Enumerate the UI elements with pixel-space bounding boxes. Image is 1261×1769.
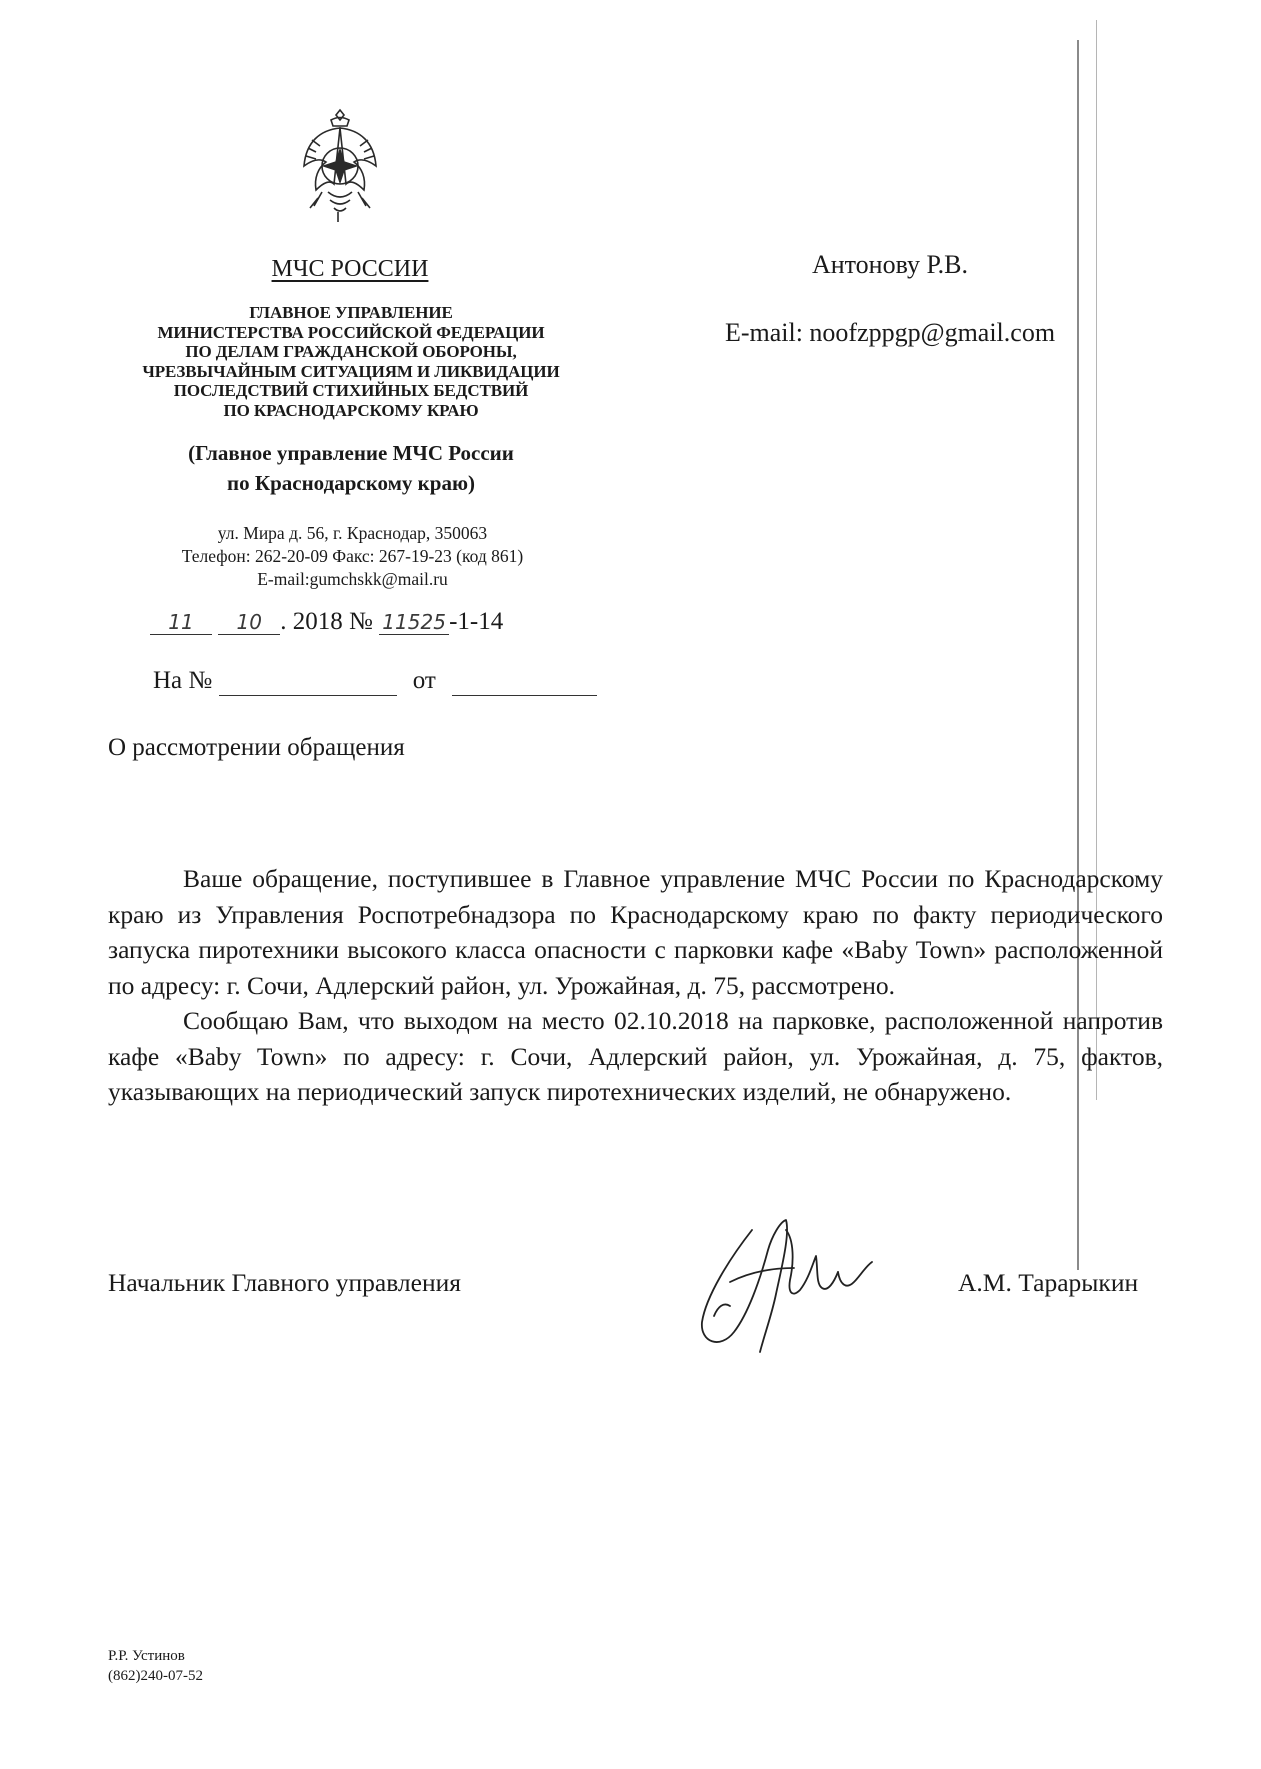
ref-from-label: от bbox=[412, 667, 436, 694]
org-full-line: ПО КРАСНОДАРСКОМУ КРАЮ bbox=[223, 400, 479, 420]
body-paragraph: Сообщаю Вам, что выходом на место 02.10.2018 на парковке, расположенной напротив кафе «Baby Town» по адресу: г. Сочи, Адлерский район, ул. Урожайная, д. 75, фактов, указывающих на периодический запуск пиротехнических изделий, не обнаружено. bbox=[108, 1006, 1163, 1106]
emchs-emblem-icon bbox=[300, 108, 380, 224]
org-short-label: МЧС РОССИИ bbox=[271, 256, 429, 282]
org-abbr-line: по Краснодарскому краю) bbox=[227, 471, 475, 495]
handwritten-signature-icon bbox=[690, 1210, 880, 1360]
reg-month: 10 bbox=[218, 610, 280, 635]
org-phone: Телефон: 262-20-09 Факс: 267-19-23 (код 861) bbox=[181, 546, 524, 566]
reg-number-sign: № bbox=[349, 608, 373, 635]
body-paragraph: Ваше обращение, поступившее в Главное управление МЧС России по Краснодарскому краю из Управления Роспотребнадзора по Краснодарскому краю по факту периодического запуска пиротехники высокого класса опасности с парковки кафе «Baby Town» расположенной по адресу: г. Сочи, Адлерский район, ул. Урожайная, д. 75, рассмотрено. bbox=[108, 864, 1163, 1000]
letter-body bbox=[108, 861, 1163, 1110]
recipient-name: Антонову Р.В. bbox=[811, 250, 969, 279]
reference-line bbox=[153, 667, 597, 696]
org-full-line: МИНИСТЕРСТВА РОССИЙСКОЙ ФЕДЕРАЦИИ bbox=[157, 322, 545, 342]
org-short-name bbox=[200, 256, 500, 283]
org-address: ул. Мира д. 56, г. Краснодар, 350063 bbox=[217, 523, 488, 543]
ref-number-blank bbox=[219, 667, 397, 696]
org-full-name bbox=[108, 303, 594, 420]
org-contacts bbox=[120, 522, 585, 591]
ref-label: На № bbox=[153, 667, 213, 694]
registration-line bbox=[150, 608, 503, 636]
org-full-line: ПОСЛЕДСТВИЙ СТИХИЙНЫХ БЕДСТВИЙ bbox=[173, 381, 529, 400]
reg-number-suffix: -1-14 bbox=[449, 608, 504, 635]
ref-date-blank bbox=[452, 667, 597, 696]
signer-name: А.М. Тарарыкин bbox=[958, 1268, 1139, 1297]
org-abbreviated-name bbox=[108, 438, 594, 498]
reg-day: 11 bbox=[150, 610, 212, 635]
org-full-line: ГЛАВНОЕ УПРАВЛЕНИЕ bbox=[249, 303, 453, 322]
org-abbr-line: (Главное управление МЧС России bbox=[188, 441, 514, 465]
reg-year: . 2018 bbox=[280, 608, 343, 635]
executor-name: Р.Р. Устинов bbox=[108, 1648, 185, 1664]
org-full-line: ПО ДЕЛАМ ГРАЖДАНСКОЙ ОБОРОНЫ, bbox=[185, 342, 517, 361]
recipient-email: E-mail: noofzppgp@gmail.com bbox=[724, 318, 1056, 347]
executor-phone: (862)240-07-52 bbox=[108, 1668, 203, 1684]
org-email: E-mail:gumchskk@mail.ru bbox=[257, 569, 448, 589]
executor-info bbox=[108, 1646, 203, 1686]
reg-number: 11525 bbox=[379, 610, 449, 635]
signer-position: Начальник Главного управления bbox=[108, 1268, 461, 1297]
org-full-line: ЧРЕЗВЫЧАЙНЫМ СИТУАЦИЯМ И ЛИКВИДАЦИИ bbox=[142, 361, 560, 381]
letter-subject: О рассмотрении обращения bbox=[108, 734, 405, 761]
